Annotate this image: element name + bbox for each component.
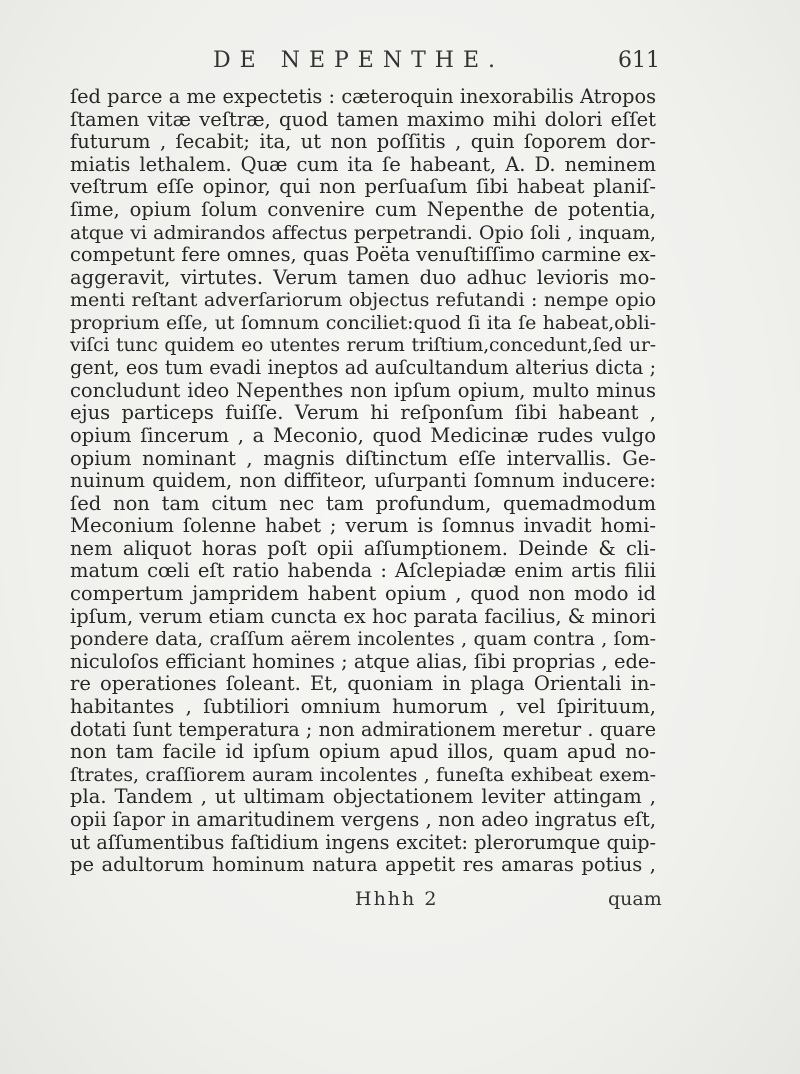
page-header bbox=[0, 48, 800, 78]
catchword: quam bbox=[608, 888, 662, 910]
text-line: ſtamen vitæ veſtræ, quod tamen maximo mihi dolori eſſet bbox=[70, 108, 656, 131]
text-line: gent, eos tum evadi ineptos ad auſcultandum alterius dicta ; bbox=[70, 356, 656, 380]
text-line: miatis lethalem. Quæ cum ita ſe habeant, A. D. neminem bbox=[70, 153, 656, 176]
text-line: nem aliquot horas poſt opii aſſumptionem. Deinde & cli- bbox=[70, 537, 656, 560]
text-line: ſime, opium ſolum convenire cum Nepenthe de potentia, bbox=[70, 198, 656, 221]
text-line: viſci tunc quidem eo utentes rerum triſtium,concedunt,ſed ur- bbox=[70, 334, 656, 356]
text-line: concludunt ideo Nepenthes non ipſum opium, multo minus bbox=[70, 379, 656, 402]
text-line: proprium eſſe, ut ſomnum conciliet:quod ſi ita ſe habeat,obli- bbox=[70, 311, 656, 334]
text-line: competunt fere omnes, quas Poëta venuſtiſſimo carmine ex- bbox=[70, 243, 656, 267]
text-line: opium nominant , magnis diſtinctum eſſe intervallis. Ge- bbox=[70, 447, 656, 470]
text-line: Meconium ſolenne habet ; verum is ſomnus invadit homi- bbox=[70, 515, 656, 538]
text-line: dotati ſunt temperatura ; non admirationem meretur . quare bbox=[70, 717, 656, 741]
text-line: compertum jampridem habent opium , quod non modo id bbox=[70, 583, 656, 606]
text-line: futurum , ſecabit; ita, ut non poſſitis , quin ſoporem dor- bbox=[70, 131, 656, 154]
text-line: nuinum quidem, non diffiteor, uſurpanti ſomnum inducere: bbox=[70, 470, 656, 493]
text-line: ſtrates, craſſiorem auram incolentes , funeſta exhibeat exem- bbox=[70, 763, 656, 786]
text-line: veſtrum eſſe opinor, qui non perſuaſum ſibi habeat planiſ- bbox=[70, 176, 656, 199]
text-line: ejus particeps fuiſſe. Verum hi reſponſum ſibi habeant , bbox=[70, 402, 656, 425]
text-line: aggeravit, virtutes. Verum tamen duo adhuc levioris mo- bbox=[70, 266, 656, 289]
text-line: matum cœli eſt ratio habenda : Aſclepiadæ enim artis filii bbox=[70, 560, 656, 583]
text-line: niculoſos efficiant homines ; atque alias, ſibi proprias , ede- bbox=[70, 649, 656, 673]
text-line: habitantes , ſubtiliori omnium humorum , vel ſpirituum, bbox=[70, 696, 656, 719]
text-line: ipſum, verum etiam cuncta ex hoc parata facilius, & minori bbox=[70, 605, 656, 628]
running-title: DE NEPENTHE. bbox=[213, 48, 505, 73]
body-text bbox=[70, 86, 656, 877]
text-line: re operationes ſoleant. Et, quoniam in plaga Orientali in- bbox=[70, 673, 656, 696]
text-line: opium ſincerum , a Meconio, quod Medicinæ rudes vulgo bbox=[70, 424, 656, 447]
page-number: 611 bbox=[618, 48, 660, 73]
page-footer bbox=[0, 888, 800, 916]
signature-mark: Hhhh 2 bbox=[355, 888, 439, 910]
text-line: pe adultorum hominum natura appetit res amaras potius , bbox=[70, 854, 656, 877]
text-line: non tam facile id ipſum opium apud illos, quam apud no- bbox=[70, 741, 656, 764]
text-line: ſed non tam citum nec tam profundum, quemadmodum bbox=[70, 492, 656, 515]
text-line: atque vi admirandos affectus perpetrandi. Opio ſoli , inquam, bbox=[70, 221, 656, 244]
text-line: ut aſſumentibus faſtidium ingens excitet: plerorumque quip- bbox=[70, 830, 656, 854]
text-line: menti reſtant adverſariorum objectus refutandi : nempe opio bbox=[70, 289, 656, 312]
text-line: ſed parce a me expectetis : cæteroquin inexorabilis Atropos bbox=[70, 85, 656, 108]
text-line: pla. Tandem , ut ultimam objectationem leviter attingam , bbox=[70, 786, 656, 809]
text-line: opii ſapor in amaritudinem vergens , non adeo ingratus eſt, bbox=[70, 808, 656, 831]
text-line: pondere data, craſſum aërem incolentes , quam contra , ſom- bbox=[70, 628, 656, 651]
